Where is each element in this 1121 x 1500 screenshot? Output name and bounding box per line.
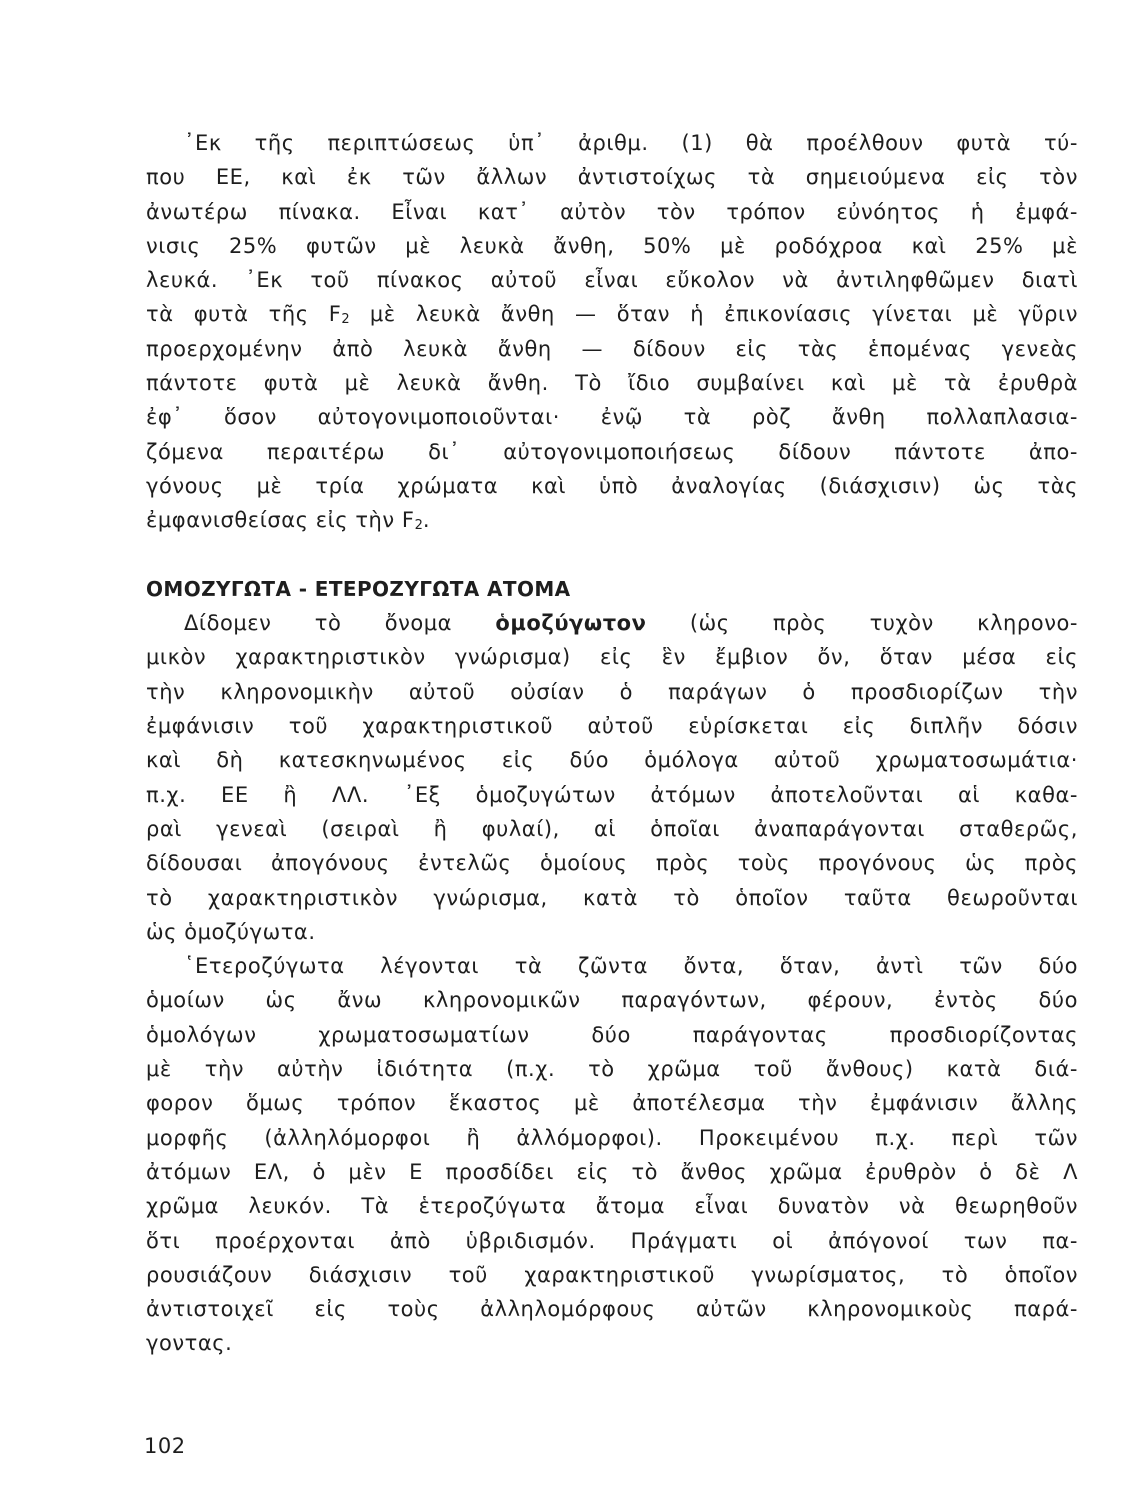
- text-line: ἀτόμων ΕΛ, ὁ μὲν Ε προσδίδει εἰς τὸ ἄνθος χρῶμα ἐρυθρὸν ὁ δὲ Λ: [146, 1159, 1078, 1184]
- text-line: γοντας.: [146, 1331, 233, 1356]
- text-line: [146, 606, 1078, 640]
- text-line: ὁμολόγων χρωματοσωματίων δύο παράγοντας προσδιορίζοντας: [146, 1022, 1078, 1047]
- text-segment: (ὡς πρὸς τυχὸν κληρονο-: [646, 611, 1078, 636]
- subscript: 2: [341, 312, 350, 328]
- text-line: μικὸν χαρακτηριστικὸν γνώρισμα) εἰς ἓν ἔμβιον ὄν, ὅταν μέσα εἰς: [146, 645, 1078, 670]
- text-line: π.χ. ΕΕ ἢ ΛΛ. ᾿Εξ ὁμοζυγώτων ἀτόμων ἀποτελοῦνται αἱ καθα-: [146, 782, 1078, 807]
- text-line: ὡς ὁμοζύγωτα.: [146, 919, 316, 944]
- text-line: ᾿Εκ τῆς περιπτώσεως ὑπ᾿ ἀριθμ. (1) θὰ προέλθουν φυτὰ τύ-: [184, 131, 1078, 155]
- text-line: χρῶμα λευκόν. Τὰ ἑτεροζύγωτα ἄτομα εἶναι δυνατὸν νὰ θεωρηθοῦν: [146, 1194, 1078, 1219]
- text-line: λευκά. ᾿Εκ τοῦ πίνακος αὐτοῦ εἶναι εὔκολον νὰ ἀντιληφθῶμεν διατὶ: [146, 268, 1078, 293]
- text-line: νισις 25% φυτῶν μὲ λευκὰ ἄνθη, 50% μὲ ροδόχροα καὶ 25% μὲ: [146, 233, 1078, 258]
- text-segment: .: [422, 508, 431, 533]
- text-line: που ΕΕ, καὶ ἐκ τῶν ἄλλων ἀντιστοίχως τὰ σημειούμενα εἰς τὸν: [146, 165, 1078, 190]
- page-number: 102: [144, 1434, 186, 1458]
- text-line: μορφῆς (ἀλληλόμορφοι ἢ ἀλλόμορφοι). Προκειμένου π.χ. περὶ τῶν: [146, 1125, 1078, 1150]
- subscript: 2: [414, 518, 423, 534]
- text-line: τὸ χαρακτηριστικὸν γνώρισμα, κατὰ τὸ ὁποῖον ταῦτα θεωροῦνται: [146, 885, 1078, 910]
- text-segment: ἐμφανισθείσας εἰς τὴν F: [146, 508, 415, 533]
- text-line: μὲ τὴν αὐτὴν ἰδιότητα (π.χ. τὸ χρῶμα τοῦ ἄνθους) κατὰ διά-: [146, 1057, 1078, 1082]
- text-segment: Δίδομεν τὸ ὄνομα: [184, 611, 496, 636]
- text-line: φορον ὅμως τρόπον ἕκαστος μὲ ἀποτέλεσμα τὴν ἐμφάνισιν ἄλλης: [146, 1091, 1078, 1116]
- text-line: [146, 503, 1078, 537]
- text-line: ἀνωτέρω πίνακα. Εἶναι κατ᾿ αὐτὸν τὸν τρόπον εὐνόητος ἡ ἐμφά-: [146, 199, 1078, 224]
- text-line: γόνους μὲ τρία χρώματα καὶ ὑπὸ ἀναλογίας (διάσχισιν) ὡς τὰς: [146, 473, 1078, 498]
- text-line: πάντοτε φυτὰ μὲ λευκὰ ἄνθη. Τὸ ἴδιο συμβαίνει καὶ μὲ τὰ ἐρυθρὰ: [146, 371, 1078, 396]
- text-line: ζόμενα περαιτέρω δι᾿ αὐτογονιμοποιήσεως δίδουν πάντοτε ἀπο-: [146, 439, 1078, 464]
- text-line: ὁμοίων ὡς ἄνω κληρονομικῶν παραγόντων, φέρουν, ἐντὸς δύο: [146, 988, 1078, 1013]
- text-line: ἐφ᾿ ὅσον αὐτογονιμοποιοῦνται· ἐνῷ τὰ ρὸζ ἄνθη πολλαπλασια-: [146, 405, 1078, 430]
- text-line: ὅτι προέρχονται ἀπὸ ὑβριδισμόν. Πράγματι οἱ ἀπόγονοί των πα-: [146, 1228, 1078, 1253]
- body-text: [146, 126, 1078, 1361]
- text-line: καὶ δὴ κατεσκηνωμένος εἰς δύο ὁμόλογα αὐτοῦ χρωματοσωμάτια·: [146, 748, 1078, 773]
- text-line: δίδουσαι ἀπογόνους ἐντελῶς ὁμοίους πρὸς τοὺς προγόνους ὡς πρὸς: [146, 851, 1078, 876]
- text-line: ἐμφάνισιν τοῦ χαρακτηριστικοῦ αὐτοῦ εὑρίσκεται εἰς διπλῆν δόσιν: [146, 714, 1078, 739]
- text-line: ρουσιάζουν διάσχισιν τοῦ χαρακτηριστικοῦ γνωρίσματος, τὸ ὁποῖον: [146, 1262, 1078, 1287]
- text-line: ῾Ετεροζύγωτα λέγονται τὰ ζῶντα ὄντα, ὅταν, ἀντὶ τῶν δύο: [184, 954, 1078, 979]
- text-line: ραὶ γενεαὶ (σειραὶ ἢ φυλαί), αἱ ὁποῖαι ἀναπαράγονται σταθερῶς,: [146, 816, 1078, 841]
- text-line: ἀντιστοιχεῖ εἰς τοὺς ἀλληλομόρφους αὐτῶν κληρονομικοὺς παρά-: [146, 1297, 1078, 1322]
- text-segment: τὰ φυτὰ τῆς F: [146, 302, 342, 327]
- text-line: προερχομένην ἀπὸ λευκὰ ἄνθη — δίδουν εἰς τὰς ἑπομένας γενεὰς: [146, 336, 1078, 361]
- text-segment: μὲ λευκὰ ἄνθη — ὅταν ἡ ἐπικονίασις γίνεται μὲ γῦριν: [349, 302, 1078, 327]
- text-line: τὴν κληρονομικὴν αὐτοῦ οὐσίαν ὁ παράγων ὁ προσδιορίζων τὴν: [146, 679, 1078, 704]
- bold-term: ὁμοζύγωτον: [495, 611, 647, 636]
- section-heading: ΟΜΟΖΥΓΩΤΑ - ΕΤΕΡΟΖΥΓΩΤΑ ΑΤΟΜΑ: [146, 576, 571, 601]
- text-line: [146, 297, 1078, 331]
